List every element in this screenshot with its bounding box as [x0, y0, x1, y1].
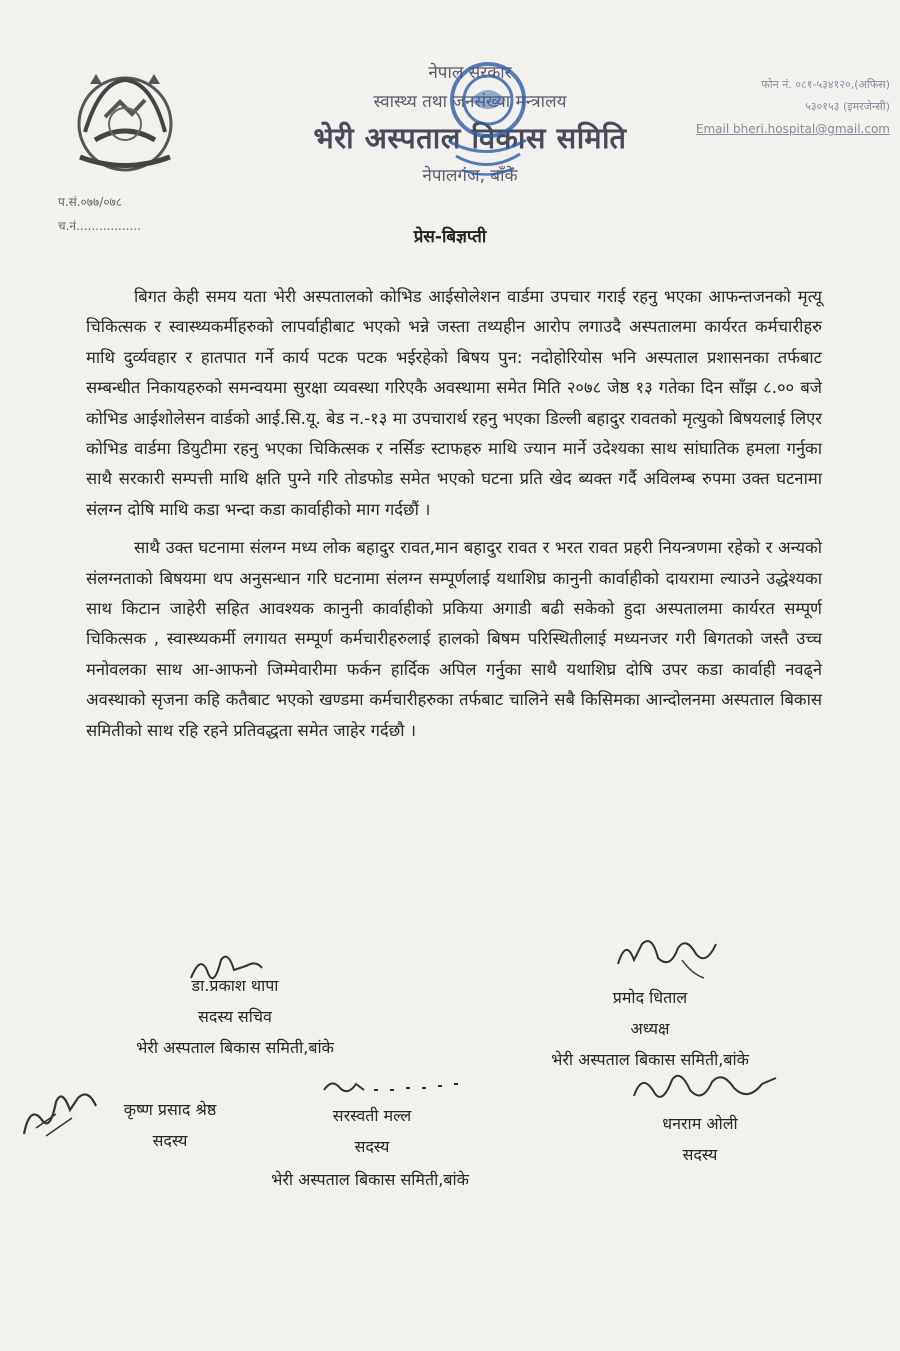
footer-org-name: भेरी अस्पताल बिकास समिती,बांके [271, 1170, 469, 1189]
paragraph-1: बिगत केही समय यता भेरी अस्पतालको कोभिड आईसोलेशन वार्डमा उपचार गराई रहनु भएका आफन्तजनको मृत्यू चिकित्सक र स्वास्थ्यकर्मीहरुको लापर्वाहीबाट भएको भन्ने जस्ता तथ्यहीन आरोप लगाउदै अस्पतालमा कार्यरत कर्मचारीहरु माथि दुर्व्यवहार र हातपात गर्ने कार्य पटक पटक भईरहेको बिषय पुन: नदोहोरियोस भनि अस्पताल प्रशासनका तर्फबाट सम्बन्धीत निकायहरुको समन्वयमा सुरक्षा व्यवस्था गरिएकै अवस्थामा समेत मिति २०७८ जेष्ठ १३ गतेका दिन साँझ ८.०० बजे कोभिड आईशोलेसन वार्डको आई.सि.यू. बेड न.-१३ मा उपचारार्थ रहनु भएका डिल्ली बहादुर रावतको मृत्युको बिषयलाई लिएर कोभिड वार्डमा डियुटीमा रहनु भएका चिकित्सक र नर्सिङ स्टाफहरु माथि ज्यान मार्ने उदेश्यका साथ सांघातिक हमला गर्नुका साथै सरकारी सम्पत्ती माथि क्षति पुग्ने गरि तोडफोड समेत भएको घटना प्रति खेद ब्यक्त गर्दै अविलम्ब रुपमा उक्त घटनामा संलग्न दोषि माथि कडा भन्दा कडा कार्वाहीको माग गर्दछौं । [86, 287, 822, 519]
member2-role: सदस्य [354, 1137, 390, 1156]
chair-signature-icon [612, 930, 722, 980]
paragraph-2: साथै उक्त घटनामा संलग्न मध्य लोक बहादुर रावत,मान बहादुर रावत र भरत रावत प्रहरी नियन्त्रणमा रहेको र अन्यको संलग्नताको बिषयमा थप अनुसन्धान गरि घटनामा संलग्न सम्पूर्णलाई यथाशिघ्र कानुनी कार्वाहीको दायरामा ल्याउने उद्धेश्यका साथ किटान जाहेरी सहित आवश्यक कानुनी कार्वाहीको प्रकिया अगाडी बढी सकेको हुदा अस्पतालमा कार्यरत सम्पूर्ण चिकित्सक , स्वास्थ्यकर्मी लगायत सम्पूर्ण कर्मचारीहरुलाई हालको बिषम परिस्थितीलाई मध्यनजर गरी बिगतको जस्तै उच्च मनोवलका साथ आ-आफनो जिम्मेवारीमा फर्कन हार्दिक अपिल गर्नुका साथै यथाशिघ्र दोषि उपर कडा कार्वाही नवढ्ने अवस्थाको सृजना कहि कतैबाट भएको खण्डमा कर्मचारीहरुका तर्फबाट चालिने सबै किसिमका आन्दोलनमा अस्पताल बिकास समितीको साथ रहि रहने प्रतिवद्धता समेत जाहेर गर्दछौ । [86, 538, 822, 740]
signature-block-chair [500, 982, 800, 1075]
contact-info [680, 74, 890, 140]
chair-org: भेरी अस्पताल बिकास समिती,बांके [551, 1050, 749, 1069]
nepal-government-emblem-icon [60, 62, 190, 182]
member1-role: सदस्य [152, 1131, 188, 1150]
footer-organization [200, 1164, 540, 1195]
chair-role: अध्यक्ष [630, 1019, 670, 1038]
ministry-name: स्वास्थ्य तथा जनसंख्या मन्त्रालय [373, 92, 567, 112]
signature-block-secretary [90, 970, 380, 1063]
dispatch-number: च.नं................. [58, 219, 141, 233]
member1-name: कृष्ण प्रसाद श्रेष्ठ [123, 1100, 217, 1119]
organization-name: भेरी अस्पताल विकास समिति [313, 121, 627, 155]
secretary-org: भेरी अस्पताल बिकास समिती,बांके [136, 1038, 334, 1057]
phone-emergency: ५३०१५३ (इमरजेन्सी) [805, 100, 890, 113]
organization-location: नेपालगंज, बाँके [422, 166, 518, 186]
email-link[interactable]: Email bheri.hospital@gmail.com [695, 122, 890, 136]
government-name: नेपाल सरकार [428, 63, 512, 83]
signature-block-member3 [610, 1108, 790, 1170]
member3-signature-icon [626, 1066, 786, 1110]
member2-name: सरस्वती मल्ल [332, 1106, 412, 1125]
document-title: प्रेस-बिज्ञप्ती [413, 227, 487, 247]
signature-block-member1 [60, 1094, 280, 1156]
official-stamp-icon [432, 52, 544, 180]
member3-name: धनराम ओली [662, 1114, 738, 1133]
press-release-body [86, 282, 822, 746]
signature-block-member2 [272, 1100, 472, 1162]
phone-office: फोन नं. ०८१-५३४१२०,(अफिस) [761, 78, 890, 91]
secretary-role: सदस्य सचिव [198, 1007, 272, 1026]
secretary-name: डा.प्रकाश थापा [191, 976, 279, 995]
chair-name: प्रमोद धिताल [612, 988, 688, 1007]
member2-signature-icon [318, 1072, 468, 1100]
member3-role: सदस्य [682, 1145, 718, 1164]
letter-number: प.सं.०७७/०७८ [58, 195, 123, 209]
